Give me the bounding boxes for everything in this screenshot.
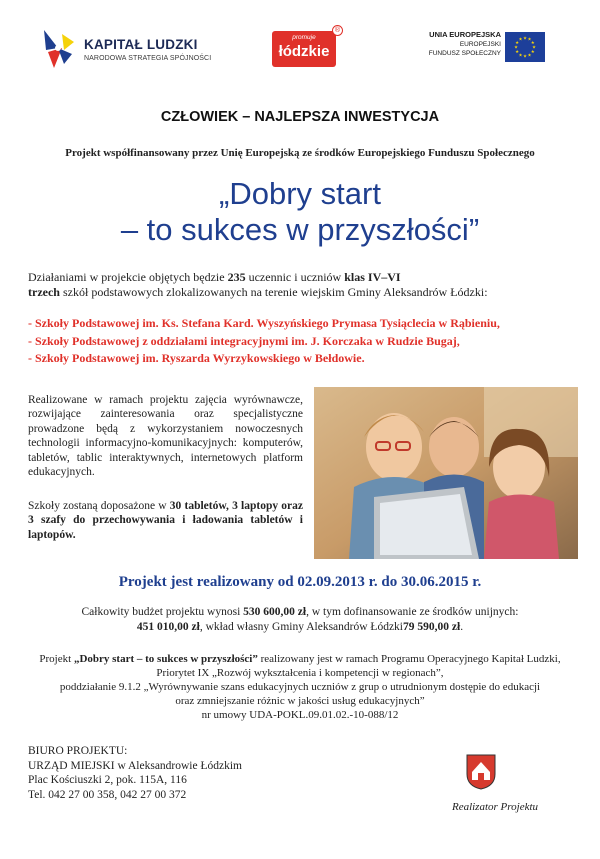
equipment-list: 30 tabletów, 3 laptopy oraz 3 szafy do przechowywania i ładowania tabletów i laptopów. (28, 500, 303, 541)
svg-text:★: ★ (518, 53, 523, 59)
registered-mark: ® (332, 25, 343, 36)
eu-line3: FUNDUSZ SPOŁECZNY (428, 50, 501, 57)
activities-paragraph: Realizowane w ramach projektu zajęcia wyrównawcze, rozwijające zainteresowania oraz specjalistyczne prowadzone będą z wykorzystaniem nowoczesnych technologii informacyjno-komunikacyjnych: komputerów, tabletów, tablic interaktywnych, internetowych platform edukacyjnych. (28, 394, 303, 479)
project-office (28, 744, 242, 802)
intro-text-2: uczennic i uczniów (245, 270, 345, 284)
school-item: - Szkoły Podstawowej im. Ks. Stefana Kard. Wyszyńskiego Prymasa Tysiąclecia w Rąbieniu, (28, 316, 500, 330)
budget-line-1 (0, 606, 600, 618)
school-item: - Szkoły Podstawowej im. Ryszarda Wyrzykowskiego w Bełdowie. (28, 351, 365, 365)
project-dates: Projekt jest realizowany od 02.09.2013 r. do 30.06.2015 r. (118, 574, 482, 590)
svg-text:★: ★ (515, 41, 520, 46)
budget-eu: 451 010,00 zł (136, 621, 200, 633)
program-line-4: oraz zmniejszanie różnic w jakości usług edukacyjnych” (175, 695, 425, 707)
cofinanced-note: Projekt współfinansowany przez Unię Europejską ze środków Europejskiego Funduszu Społecznego (65, 147, 535, 159)
student-count: 235 (227, 270, 246, 284)
svg-text:★: ★ (531, 45, 537, 51)
intro-text-3: szkół podstawowych zlokalizowanych na terenie wiejskim Gminy Aleksandrów Łódzki: (59, 285, 488, 299)
kapital-ludzki-icon (38, 28, 78, 70)
budget-line-2 (0, 621, 600, 633)
title-line-1: „Dobry start (219, 176, 381, 211)
svg-text:★: ★ (515, 50, 520, 55)
kapital-ludzki-logo (38, 28, 212, 70)
promuje-text: promuje (292, 34, 316, 41)
budget-text-a: Całkowity budżet projektu wynosi (81, 606, 244, 618)
crest-icon (466, 754, 496, 790)
program-line-5: nr umowy UDA-POKL.09.01.02.-10-088/12 (201, 709, 399, 721)
title-line-2: – to sukces w przyszłości” (120, 212, 480, 247)
svg-text:★: ★ (527, 53, 532, 59)
office-line: Tel. 042 27 00 358, 042 27 00 372 (28, 788, 187, 801)
office-line: URZĄD MIEJSKI w Aleksandrowie Łódzkim (28, 759, 243, 772)
budget-text-b: , w tym dofinansowanie ze środków unijnych: (306, 606, 519, 618)
school-item: - Szkoły Podstawowej z oddziałami integracyjnymi im. J. Korczaka w Rudzie Bugaj, (28, 333, 460, 348)
budget-own: 79 590,00 zł (403, 621, 461, 633)
svg-text:★: ★ (527, 37, 532, 43)
main-heading: CZŁOWIEK – NAJLEPSZA INWESTYCJA (160, 109, 440, 125)
program-line-3: poddziałanie 9.1.2 „Wyrównywanie szans edukacyjnych uczniów z grup o utrudnionym dostępie do edukacji (59, 681, 541, 693)
kapital-ludzki-subtitle: NARODOWA STRATEGIA SPÓJNOŚCI (84, 55, 212, 62)
program-project-name: „Dobry start – to sukces w przyszłości” (73, 653, 258, 665)
office-line: Plac Kościuszki 2, pok. 115A, 116 (28, 774, 187, 787)
children-laptop-photo (314, 387, 578, 559)
eu-logo (405, 30, 545, 70)
program-line-2: Priorytet IX „Rozwój wykształcenia i kompetencji w regionach”, (156, 667, 444, 679)
intro-text-1: Działaniami w projekcie objętych będzie (28, 270, 228, 284)
realizator-label: Realizator Projektu (451, 801, 539, 813)
kapital-ludzki-name: KAPITAŁ LUDZKI (84, 37, 198, 52)
grade-range: klas IV–VI (344, 270, 401, 284)
program-line-1 (0, 653, 600, 665)
lodzkie-text: łódzkie (278, 43, 330, 60)
office-line: BIURO PROJEKTU: (28, 745, 128, 757)
svg-text:★: ★ (522, 36, 528, 42)
eu-flag-icon (505, 32, 545, 62)
school-count: trzech (28, 285, 60, 299)
svg-text:★: ★ (518, 37, 523, 43)
eu-line1: UNIA EUROPEJSKA (429, 30, 501, 39)
program-text-a: Projekt (39, 653, 74, 665)
schools-list (28, 315, 578, 368)
budget-text-c: , wkład własny Gminy Aleksandrów Łódzki (199, 621, 403, 633)
intro-paragraph (28, 270, 578, 300)
svg-text:★: ★ (513, 45, 519, 51)
equipment-paragraph (28, 499, 303, 542)
svg-text:★: ★ (530, 41, 535, 46)
promuje-lodzkie-box (272, 31, 336, 67)
eu-line2: EUROPEJSKI (459, 41, 501, 48)
budget-total: 530 600,00 zł (243, 606, 307, 618)
svg-text:★: ★ (522, 54, 528, 60)
program-text-c: realizowany jest w ramach Programu Operacyjnego Kapitał Ludzki, (257, 653, 561, 665)
equipment-intro: Szkoły zostaną doposażone w (28, 500, 170, 512)
eu-text (429, 30, 501, 58)
promuje-lodzkie-logo (272, 25, 342, 69)
svg-text:★: ★ (530, 50, 535, 55)
budget-text-d: . (460, 621, 464, 633)
